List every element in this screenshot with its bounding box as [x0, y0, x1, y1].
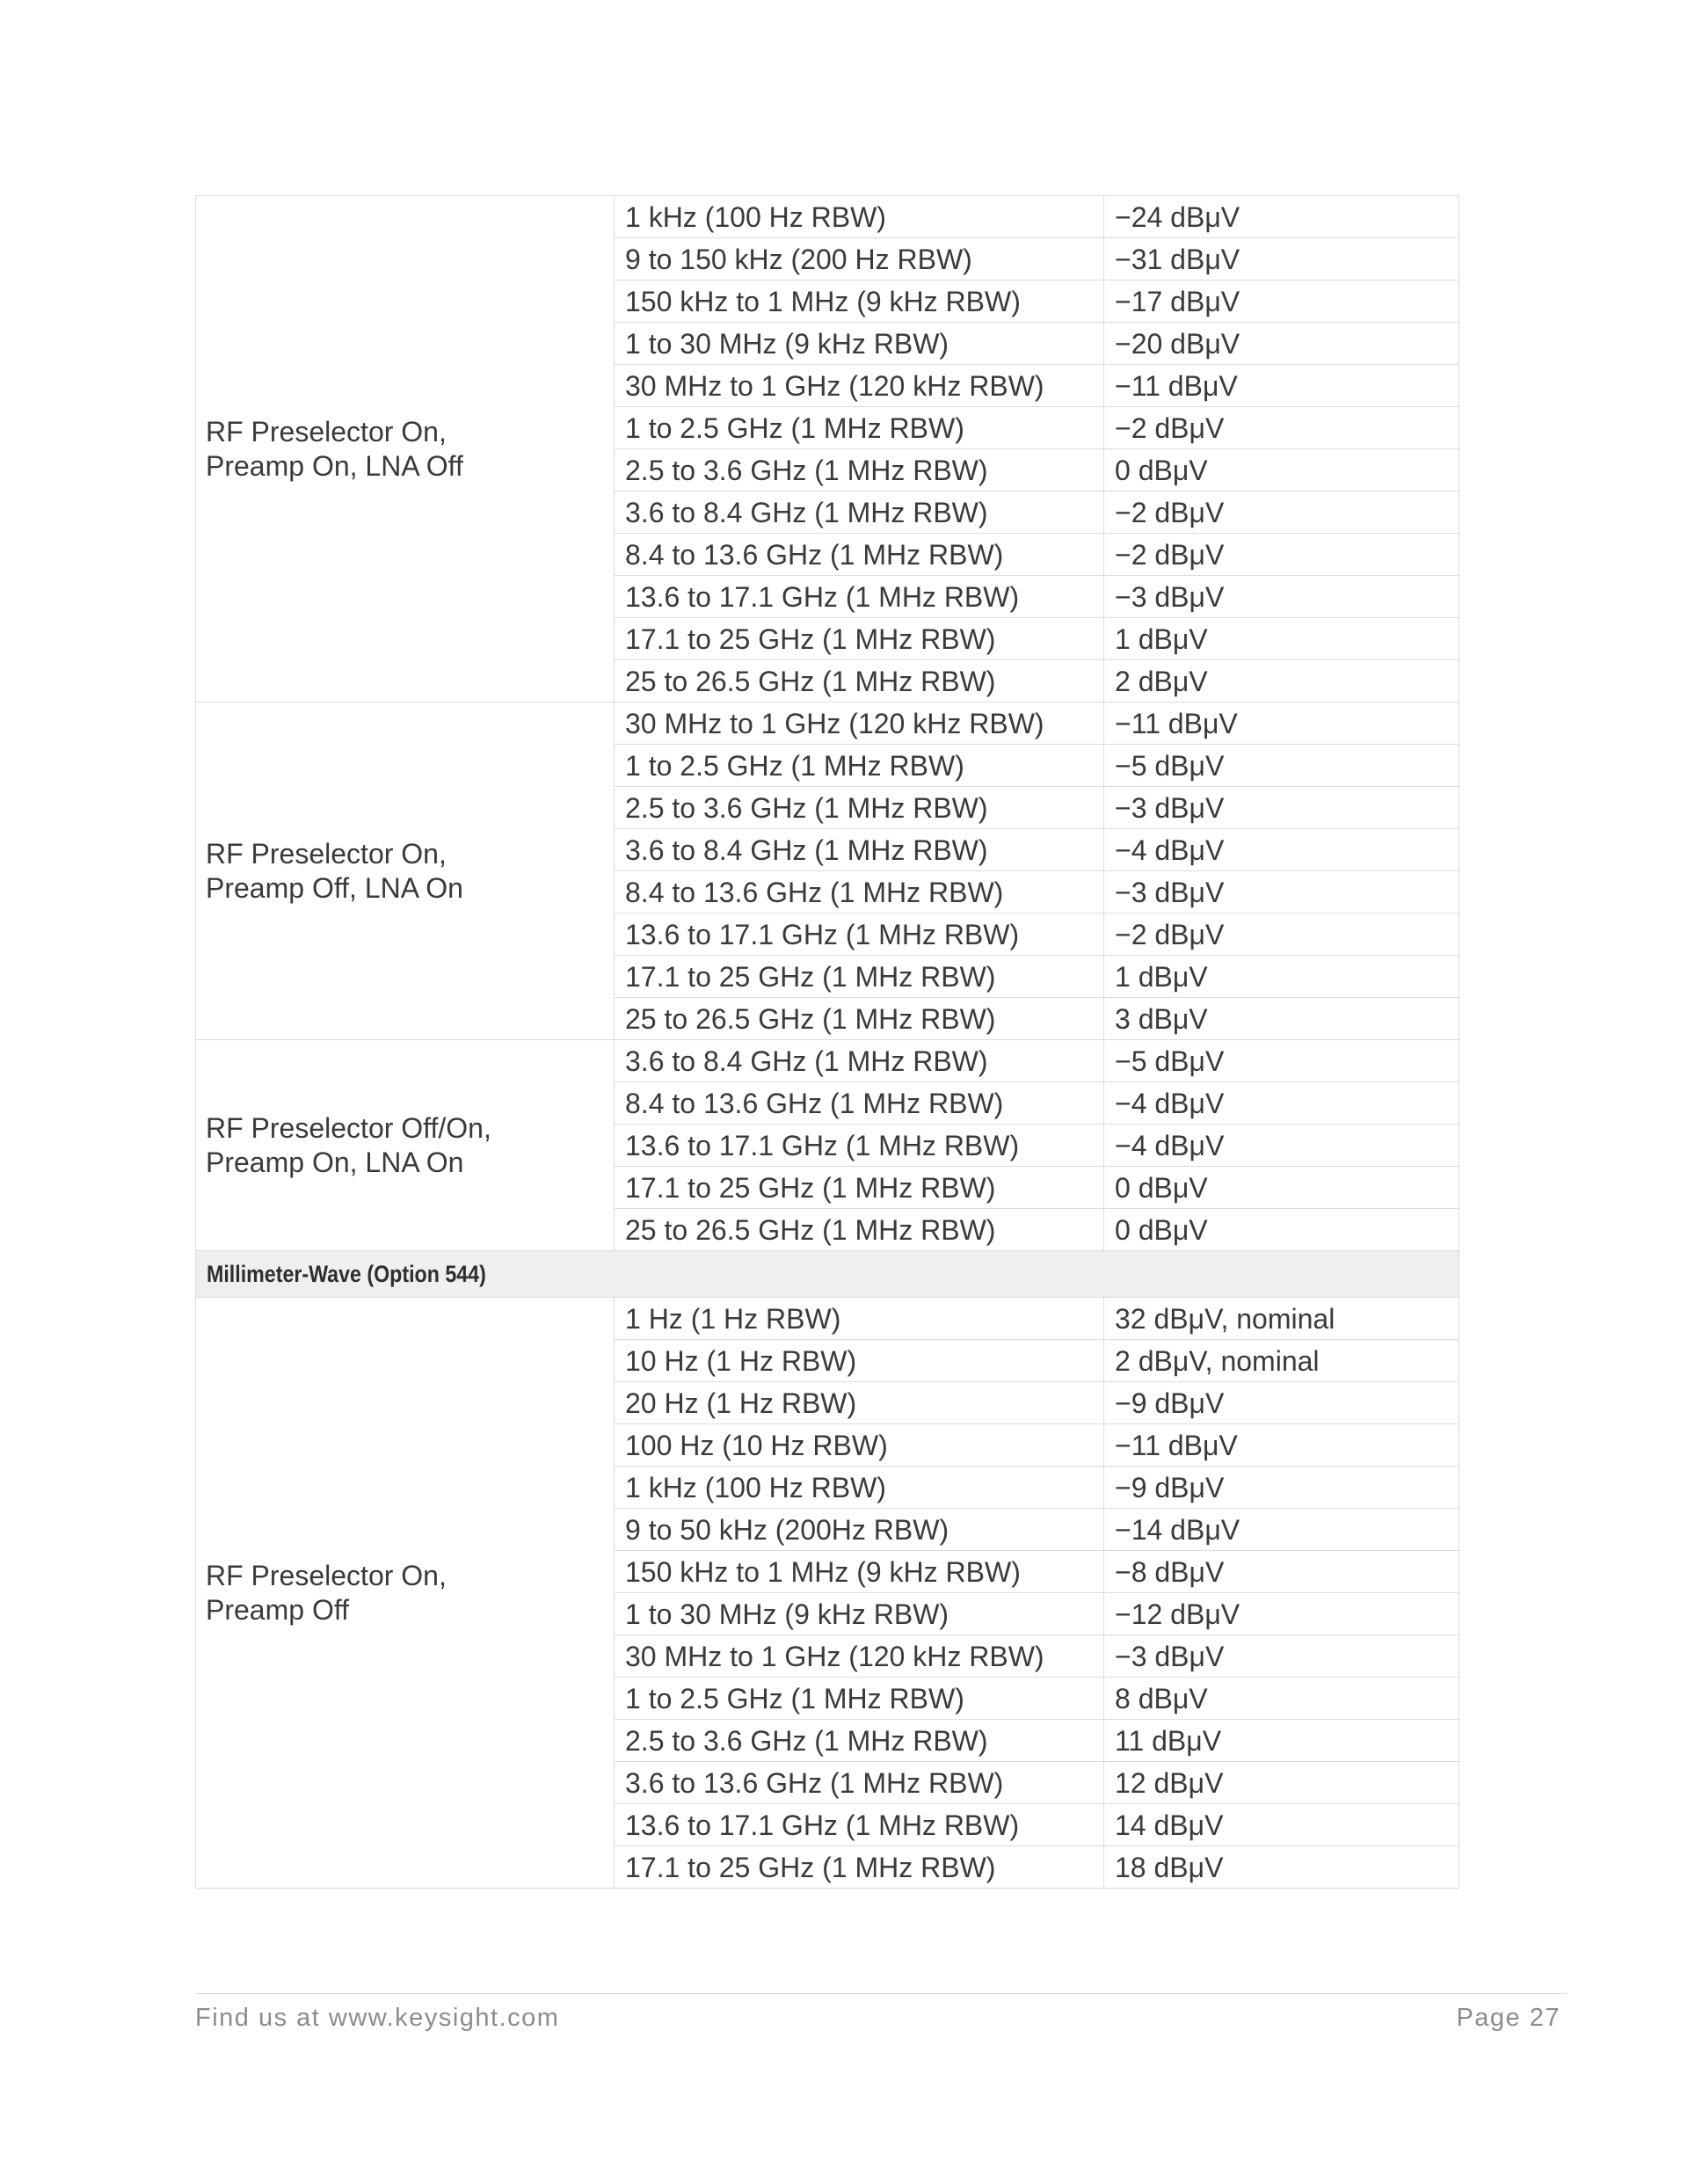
section-header — [196, 1251, 1459, 1298]
value-cell: 8 dBμV — [1104, 1678, 1459, 1720]
value-cell: −14 dBμV — [1104, 1509, 1459, 1551]
spec-table — [195, 195, 1459, 1889]
value-cell: −5 dBμV — [1104, 1040, 1459, 1082]
value-cell: −20 dBμV — [1104, 323, 1459, 365]
frequency-cell: 3.6 to 8.4 GHz (1 MHz RBW) — [615, 829, 1104, 871]
value-cell: 0 dBμV — [1104, 1209, 1459, 1251]
condition-line: RF Preselector On, — [206, 837, 447, 870]
frequency-cell: 8.4 to 13.6 GHz (1 MHz RBW) — [615, 534, 1104, 576]
value-cell: 2 dBμV — [1104, 660, 1459, 703]
frequency-cell: 100 Hz (10 Hz RBW) — [615, 1424, 1104, 1467]
value-cell: −17 dBμV — [1104, 280, 1459, 323]
frequency-cell: 9 to 150 kHz (200 Hz RBW) — [615, 238, 1104, 280]
value-cell: −9 dBμV — [1104, 1467, 1459, 1509]
value-cell: −11 dBμV — [1104, 703, 1459, 745]
frequency-cell: 30 MHz to 1 GHz (120 kHz RBW) — [615, 703, 1104, 745]
frequency-cell: 13.6 to 17.1 GHz (1 MHz RBW) — [615, 914, 1104, 956]
value-cell: −11 dBμV — [1104, 365, 1459, 407]
condition-line: Preamp Off — [206, 1593, 350, 1626]
value-cell: −11 dBμV — [1104, 1424, 1459, 1467]
frequency-cell: 20 Hz (1 Hz RBW) — [615, 1382, 1104, 1424]
value-cell: −4 dBμV — [1104, 1082, 1459, 1125]
value-cell: 0 dBμV — [1104, 1167, 1459, 1209]
frequency-cell: 25 to 26.5 GHz (1 MHz RBW) — [615, 1209, 1104, 1251]
frequency-cell: 1 to 2.5 GHz (1 MHz RBW) — [615, 407, 1104, 449]
frequency-cell: 3.6 to 13.6 GHz (1 MHz RBW) — [615, 1762, 1104, 1804]
value-cell: 1 dBμV — [1104, 618, 1459, 660]
frequency-cell: 1 to 30 MHz (9 kHz RBW) — [615, 323, 1104, 365]
frequency-cell: 1 kHz (100 Hz RBW) — [615, 1467, 1104, 1509]
condition-cell — [196, 1298, 615, 1889]
frequency-cell: 2.5 to 3.6 GHz (1 MHz RBW) — [615, 1720, 1104, 1762]
value-cell: −5 dBμV — [1104, 745, 1459, 787]
section-heading: Millimeter-Wave (Option 544) — [207, 1261, 486, 1287]
value-cell: 12 dBμV — [1104, 1762, 1459, 1804]
value-cell: −12 dBμV — [1104, 1593, 1459, 1635]
value-cell: −3 dBμV — [1104, 1635, 1459, 1678]
condition-cell — [196, 196, 615, 703]
condition-line: Preamp On, LNA Off — [206, 449, 463, 482]
frequency-cell: 3.6 to 8.4 GHz (1 MHz RBW) — [615, 491, 1104, 534]
value-cell: −2 dBμV — [1104, 534, 1459, 576]
footer-website[interactable]: Find us at www.keysight.com — [195, 2004, 560, 2032]
frequency-cell: 30 MHz to 1 GHz (120 kHz RBW) — [615, 365, 1104, 407]
value-cell: −9 dBμV — [1104, 1382, 1459, 1424]
value-cell: 18 dBμV — [1104, 1846, 1459, 1889]
table-row — [196, 1298, 1459, 1340]
frequency-cell: 13.6 to 17.1 GHz (1 MHz RBW) — [615, 1804, 1104, 1846]
table-row — [196, 703, 1459, 745]
value-cell: −31 dBμV — [1104, 238, 1459, 280]
frequency-cell: 3.6 to 8.4 GHz (1 MHz RBW) — [615, 1040, 1104, 1082]
value-cell: −3 dBμV — [1104, 871, 1459, 914]
value-cell: −3 dBμV — [1104, 787, 1459, 829]
footer-divider — [195, 1993, 1567, 1994]
frequency-cell: 1 to 2.5 GHz (1 MHz RBW) — [615, 1678, 1104, 1720]
frequency-cell: 2.5 to 3.6 GHz (1 MHz RBW) — [615, 787, 1104, 829]
frequency-cell: 2.5 to 3.6 GHz (1 MHz RBW) — [615, 449, 1104, 491]
condition-line: Preamp On, LNA On — [206, 1146, 464, 1178]
frequency-cell: 1 to 2.5 GHz (1 MHz RBW) — [615, 745, 1104, 787]
value-cell: −4 dBμV — [1104, 829, 1459, 871]
frequency-cell: 1 kHz (100 Hz RBW) — [615, 196, 1104, 238]
frequency-cell: 30 MHz to 1 GHz (120 kHz RBW) — [615, 1635, 1104, 1678]
frequency-cell: 13.6 to 17.1 GHz (1 MHz RBW) — [615, 576, 1104, 618]
value-cell: 32 dBμV, nominal — [1104, 1298, 1459, 1340]
frequency-cell: 25 to 26.5 GHz (1 MHz RBW) — [615, 998, 1104, 1040]
frequency-cell: 150 kHz to 1 MHz (9 kHz RBW) — [615, 280, 1104, 323]
frequency-cell: 9 to 50 kHz (200Hz RBW) — [615, 1509, 1104, 1551]
frequency-cell: 25 to 26.5 GHz (1 MHz RBW) — [615, 660, 1104, 703]
section-header-row — [196, 1251, 1459, 1298]
condition-cell — [196, 703, 615, 1040]
condition-line: RF Preselector On, — [206, 1559, 447, 1591]
value-cell: −2 dBμV — [1104, 914, 1459, 956]
table-row — [196, 196, 1459, 238]
value-cell: 0 dBμV — [1104, 449, 1459, 491]
frequency-cell: 8.4 to 13.6 GHz (1 MHz RBW) — [615, 871, 1104, 914]
condition-line: RF Preselector Off/On, — [206, 1111, 491, 1144]
footer-page-number: Page 27 — [1456, 2004, 1561, 2032]
frequency-cell: 8.4 to 13.6 GHz (1 MHz RBW) — [615, 1082, 1104, 1125]
frequency-cell: 17.1 to 25 GHz (1 MHz RBW) — [615, 1846, 1104, 1889]
frequency-cell: 17.1 to 25 GHz (1 MHz RBW) — [615, 956, 1104, 998]
table-row — [196, 1040, 1459, 1082]
value-cell: 11 dBμV — [1104, 1720, 1459, 1762]
value-cell: 2 dBμV, nominal — [1104, 1340, 1459, 1382]
condition-line: Preamp Off, LNA On — [206, 871, 463, 904]
frequency-cell: 150 kHz to 1 MHz (9 kHz RBW) — [615, 1551, 1104, 1593]
value-cell: −2 dBμV — [1104, 407, 1459, 449]
frequency-cell: 13.6 to 17.1 GHz (1 MHz RBW) — [615, 1125, 1104, 1167]
value-cell: −8 dBμV — [1104, 1551, 1459, 1593]
frequency-cell: 1 to 30 MHz (9 kHz RBW) — [615, 1593, 1104, 1635]
frequency-cell: 10 Hz (1 Hz RBW) — [615, 1340, 1104, 1382]
frequency-cell: 1 Hz (1 Hz RBW) — [615, 1298, 1104, 1340]
value-cell: −2 dBμV — [1104, 491, 1459, 534]
value-cell: 1 dBμV — [1104, 956, 1459, 998]
value-cell: −3 dBμV — [1104, 576, 1459, 618]
value-cell: −4 dBμV — [1104, 1125, 1459, 1167]
spec-table-body — [196, 196, 1459, 1889]
frequency-cell: 17.1 to 25 GHz (1 MHz RBW) — [615, 618, 1104, 660]
condition-cell — [196, 1040, 615, 1251]
value-cell: 3 dBμV — [1104, 998, 1459, 1040]
value-cell: 14 dBμV — [1104, 1804, 1459, 1846]
value-cell: −24 dBμV — [1104, 196, 1459, 238]
condition-line: RF Preselector On, — [206, 415, 447, 448]
frequency-cell: 17.1 to 25 GHz (1 MHz RBW) — [615, 1167, 1104, 1209]
